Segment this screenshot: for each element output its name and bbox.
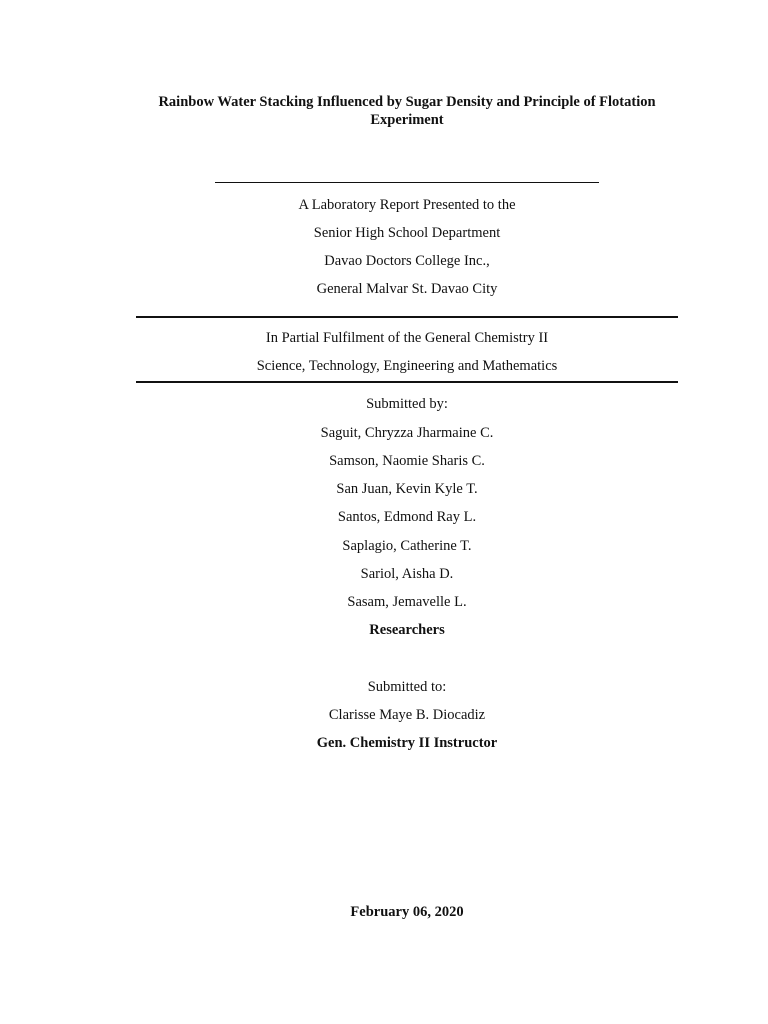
researcher-name: Santos, Edmond Ray L. — [337, 509, 477, 525]
presentation-line-3: Davao Doctors College Inc., — [324, 253, 490, 269]
researcher-name: Sariol, Aisha D. — [360, 566, 454, 582]
report-title-line-2: Experiment — [370, 112, 444, 128]
title-underline — [215, 182, 599, 183]
submitted-by-label: Submitted by: — [366, 396, 448, 412]
section-divider-top — [136, 316, 678, 318]
fulfilment-line-2: Science, Technology, Engineering and Mathematics — [256, 358, 558, 374]
presentation-line-4: General Malvar St. Davao City — [316, 281, 498, 297]
report-title-line-1: Rainbow Water Stacking Influenced by Sugar Density and Principle of Flotation — [158, 94, 656, 110]
fulfilment-line-1: In Partial Fulfilment of the General Chemistry II — [265, 330, 549, 346]
researcher-name: San Juan, Kevin Kyle T. — [336, 481, 478, 497]
report-title — [120, 93, 694, 129]
instructor-name: Clarisse Maye B. Diocadiz — [328, 707, 486, 723]
researcher-name: Saplagio, Catherine T. — [342, 538, 472, 554]
presentation-line-2: Senior High School Department — [313, 225, 501, 241]
section-divider-bottom — [136, 381, 678, 383]
submitted-to-label: Submitted to: — [367, 679, 447, 695]
instructor-role: Gen. Chemistry II Instructor — [316, 735, 498, 751]
presentation-line-1: A Laboratory Report Presented to the — [298, 197, 516, 213]
researcher-name: Samson, Naomie Sharis C. — [329, 453, 485, 469]
report-date: February 06, 2020 — [350, 904, 464, 920]
researcher-name: Saguit, Chryzza Jharmaine C. — [320, 425, 494, 441]
researcher-name: Sasam, Jemavelle L. — [347, 594, 467, 610]
researchers-role: Researchers — [369, 622, 445, 638]
